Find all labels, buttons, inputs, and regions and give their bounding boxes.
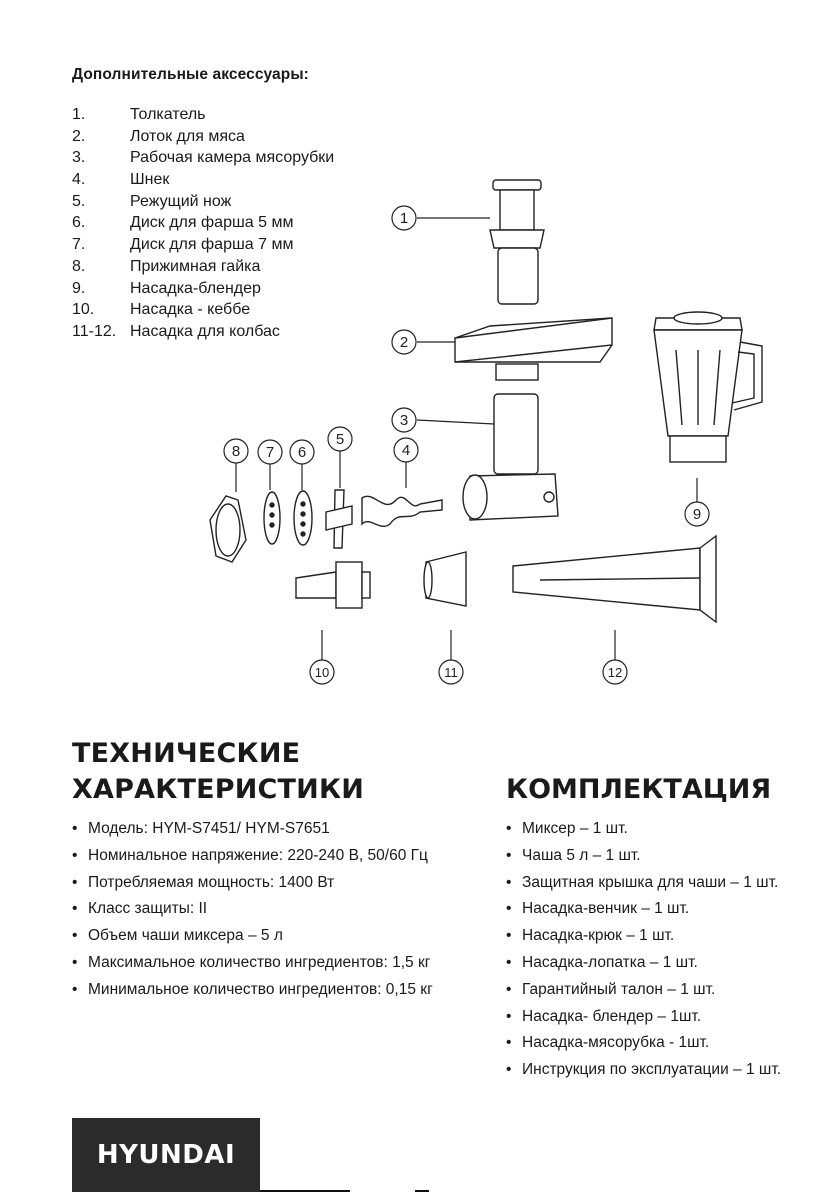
tech-specs-heading-line1: ТЕХНИЧЕСКИЕ — [72, 738, 301, 769]
package-text: Чаша 5 л – 1 шт. — [522, 846, 641, 864]
blender-illustration — [654, 312, 762, 462]
spec-item — [72, 923, 433, 950]
accessory-label: Шнек — [130, 171, 170, 189]
package-heading: КОМПЛЕКТАЦИЯ — [506, 774, 772, 805]
package-text: Миксер – 1 шт. — [522, 820, 628, 837]
accessory-label: Режущий нож — [130, 192, 232, 210]
package-item — [506, 950, 781, 977]
cone-illustration — [424, 552, 466, 606]
tech-specs-heading-line2: ХАРАКТЕРИСТИКИ — [72, 774, 365, 805]
accessory-label: Прижимная гайка — [130, 257, 261, 275]
spec-text: Максимальное количество ингредиентов: 1,5 кг — [88, 953, 431, 971]
spec-text: Минимальное количество ингредиентов: 0,15 кг — [88, 980, 433, 998]
parts-diagram — [180, 170, 780, 690]
package-item — [506, 870, 781, 897]
accessory-number: 4. — [72, 171, 86, 189]
spec-text: Объем чаши миксера – 5 л — [88, 927, 283, 945]
bullet-icon: • — [72, 927, 78, 945]
accessory-number: 10. — [72, 301, 95, 319]
accessory-item — [72, 147, 334, 169]
knife-illustration — [326, 490, 352, 548]
accessory-number: 8. — [72, 257, 86, 275]
spec-item — [72, 843, 433, 870]
accessory-number: 9. — [72, 279, 86, 297]
accessory-label: Насадка для колбас — [130, 322, 280, 340]
bullet-icon: • — [506, 846, 512, 864]
bullet-icon: • — [506, 927, 512, 945]
spec-text: Потребляемая мощность: 1400 Вт — [88, 873, 335, 891]
discs-illustration — [264, 491, 312, 545]
bullet-icon: • — [506, 980, 512, 998]
accessory-label: Насадка-блендер — [130, 279, 261, 297]
callouts — [224, 206, 709, 684]
callout-4: 4 — [401, 442, 411, 459]
package-text: Защитная крышка для чаши – 1 шт. — [522, 873, 779, 891]
package-text: Насадка- блендер – 1шт. — [522, 1007, 702, 1025]
accessories-title: Дополнительные аксессуары: — [72, 66, 309, 83]
spec-text: Класс защиты: II — [88, 900, 208, 918]
accessory-item — [72, 126, 334, 148]
spec-item — [72, 816, 433, 843]
callout-6: 6 — [297, 444, 307, 461]
spec-item — [72, 870, 433, 897]
spec-text: Номинальное напряжение: 220-240 В, 50/60 Гц — [88, 846, 428, 864]
bullet-icon: • — [72, 980, 78, 998]
pusher-illustration — [490, 180, 544, 304]
callout-10: 10 — [314, 665, 330, 680]
sausage-tube-illustration — [513, 536, 716, 622]
package-item — [506, 1030, 781, 1057]
accessory-item — [72, 104, 334, 126]
accessory-label: Диск для фарша 5 мм — [130, 214, 294, 232]
bullet-icon: • — [506, 900, 512, 918]
spec-item — [72, 977, 433, 1004]
package-text: Насадка-лопатка – 1 шт. — [522, 953, 698, 971]
accessory-label: Рабочая камера мясорубки — [130, 149, 335, 167]
kebbe-illustration — [296, 562, 370, 608]
package-text: Гарантийный талон – 1 шт. — [522, 980, 716, 998]
bullet-icon: • — [506, 873, 512, 891]
accessory-label: Лоток для мяса — [130, 127, 245, 145]
tech-specs-heading — [72, 736, 364, 808]
callout-11: 11 — [444, 665, 458, 680]
bullet-icon: • — [72, 846, 78, 864]
accessory-number: 11-12. — [72, 322, 117, 340]
accessory-label: Насадка - кеббе — [130, 301, 251, 319]
tray-illustration — [455, 318, 612, 380]
callout-9: 9 — [692, 506, 702, 523]
bullet-icon: • — [72, 953, 78, 971]
bullet-icon: • — [72, 820, 78, 837]
accessory-number: 3. — [72, 149, 86, 167]
callout-3: 3 — [399, 412, 409, 429]
package-item — [506, 1004, 781, 1031]
bullet-icon: • — [72, 900, 78, 918]
spec-item — [72, 950, 433, 977]
package-item — [506, 816, 781, 843]
package-text: Насадка-мясорубка - 1шт. — [522, 1034, 710, 1052]
spec-item — [72, 896, 433, 923]
callout-8: 8 — [231, 443, 241, 460]
chamber-illustration — [463, 394, 558, 520]
accessory-label: Диск для фарша 7 мм — [130, 236, 294, 254]
package-item — [506, 896, 781, 923]
callout-5: 5 — [335, 431, 345, 448]
package-item — [506, 843, 781, 870]
screw-illustration — [362, 496, 442, 526]
accessory-number: 5. — [72, 192, 86, 210]
bullet-icon: • — [506, 1034, 512, 1052]
bullet-icon: • — [506, 1007, 512, 1025]
callout-7: 7 — [265, 444, 275, 461]
tech-specs-list — [72, 816, 433, 1004]
callout-12: 12 — [607, 665, 623, 680]
accessory-number: 7. — [72, 236, 86, 254]
callout-1: 1 — [399, 210, 409, 227]
package-item — [506, 1057, 781, 1084]
package-text: Насадка-венчик – 1 шт. — [522, 900, 690, 918]
bullet-icon: • — [72, 873, 78, 891]
nut-illustration — [210, 496, 246, 562]
spec-text: Модель: HYM-S7451/ HYM-S7651 — [88, 820, 330, 837]
accessory-number: 1. — [72, 106, 86, 123]
brand-logo: HYUNDAI — [72, 1118, 260, 1192]
callout-2: 2 — [399, 334, 409, 351]
accessory-number: 6. — [72, 214, 86, 232]
accessory-number: 2. — [72, 127, 86, 145]
package-text: Насадка-крюк – 1 шт. — [522, 927, 675, 945]
package-list — [506, 816, 781, 1084]
bullet-icon: • — [506, 820, 512, 837]
bullet-icon: • — [506, 1061, 512, 1079]
accessory-label: Толкатель — [130, 106, 206, 123]
bullet-icon: • — [506, 953, 512, 971]
package-item — [506, 923, 781, 950]
package-text: Инструкция по эксплуатации – 1 шт. — [522, 1061, 782, 1079]
package-item — [506, 977, 781, 1004]
